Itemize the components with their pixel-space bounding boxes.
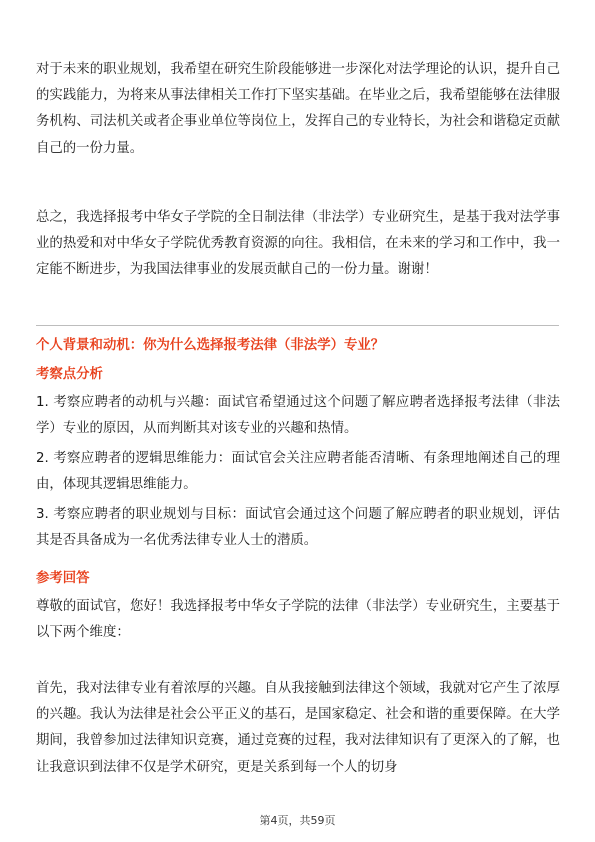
question-title: 个人背景和动机：你为什么选择报考法律（非法学）专业？ [36,338,385,353]
intro-paragraph-career-plan: 对于未来的职业规划，我希望在研究生阶段能够进一步深化对法学理论的认识，提升自己的实践能力，为将来从事法律相关工作打下坚实基础。在毕业之后，我希望能够在法律服务机构、司法机关或者企事业单位等岗位上，发挥自己的专业特长，为社会和谐稳定贡献自己的一份力量。 [36,62,560,156]
analysis-item-2: 2. 考察应聘者的逻辑思维能力：面试官会关注应聘者能否清晰、有条理地阐述自己的理由，体现其逻辑思维能力。 [36,451,560,493]
analysis-heading: 考察点分析 [36,367,103,382]
analysis-item-3: 3. 考察应聘者的职业规划与目标：面试官会通过这个问题了解应聘者的职业规划，评估其是否具备成为一名优秀法律专业人士的潜质。 [36,507,560,549]
intro-paragraph-conclusion: 总之，我选择报考中华女子学院的全日制法律（非法学）专业研究生，是基于我对法学事业的热爱和对中华女子学院优秀教育资源的向往。我相信，在未来的学习和工作中，我一定能不断进步，为我国法律事业的发展贡献自己的一份力量。谢谢！ [36,210,560,278]
analysis-item-1: 1. 考察应聘者的动机与兴趣：面试官希望通过这个问题了解应聘者选择报考法律（非法学）专业的原因，从而判断其对该专业的兴趣和热情。 [36,395,560,437]
answer-heading: 参考回答 [36,571,90,586]
section-divider [36,325,559,326]
page-number-footer: 第4页，共59页 [259,814,336,827]
answer-paragraph-interest: 首先，我对法律专业有着浓厚的兴趣。自从我接触到法律这个领域，我就对它产生了浓厚的兴趣。我认为法律是社会公平正义的基石，是国家稳定、社会和谐的重要保障。在大学期间，我曾参加过法律知识竞赛，通过竞赛的过程，我对法律知识有了更深入的了解，也让我意识到法律不仅是学术研究，更是关系到每一个人的切身 [36,681,560,775]
answer-paragraph-greeting: 尊敬的面试官，您好！我选择报考中华女子学院的法律（非法学）专业研究生，主要基于以下两个维度： [36,599,560,641]
